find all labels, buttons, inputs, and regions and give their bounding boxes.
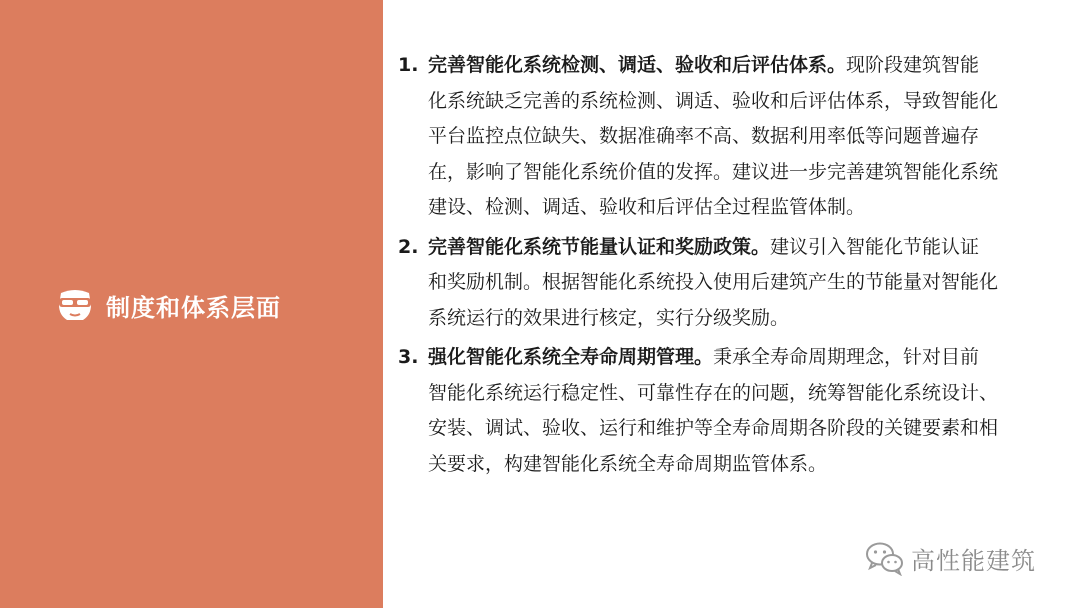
wechat-icon: [865, 540, 905, 576]
section-heading-text: 制度和体系层面: [106, 293, 281, 322]
recommendation-list: [398, 48, 998, 482]
item-number: 2.: [398, 235, 419, 258]
watermark-text: 高性能建筑: [911, 546, 1036, 575]
list-item: [398, 340, 998, 482]
list-item: [398, 48, 998, 226]
watermark: [865, 540, 1036, 576]
section-heading: [56, 285, 281, 325]
item-title: 完善智能化系统检测、调适、验收和后评估体系。: [428, 54, 847, 76]
vr-headset-icon: [56, 285, 94, 325]
item-number: 1.: [398, 54, 419, 76]
item-body: 秉承全寿命周期理念，针对目前智能化系统运行稳定性、可靠性存在的问题，统筹智能化系统设计、安装、调试、验收、运行和维护等全寿命周期各阶段的关键要素和相关要求，构建智能化系统全寿命周期监管体系。: [428, 346, 999, 475]
item-body: 现阶段建筑智能化系统缺乏完善的系统检测、调适、验收和后评估体系，导致智能化平台监控点位缺失、数据准确率不高、数据利用率低等问题普遍存在，影响了智能化系统价值的发挥。建议进一步完善建筑智能化系统建设、检测、调适、验收和后评估全过程监管体制。: [428, 54, 999, 218]
left-panel: [0, 0, 383, 608]
item-title: 完善智能化系统节能量认证和奖励政策。: [428, 235, 771, 258]
item-body: 建议引入智能化节能认证和奖励机制。根据智能化系统投入使用后建筑产生的节能量对智能化系统运行的效果进行核定，实行分级奖励。: [428, 235, 999, 329]
item-title: 强化智能化系统全寿命周期管理。: [428, 346, 714, 368]
content-area: [398, 48, 998, 486]
item-number: 3.: [398, 346, 419, 368]
list-item: [398, 230, 998, 337]
